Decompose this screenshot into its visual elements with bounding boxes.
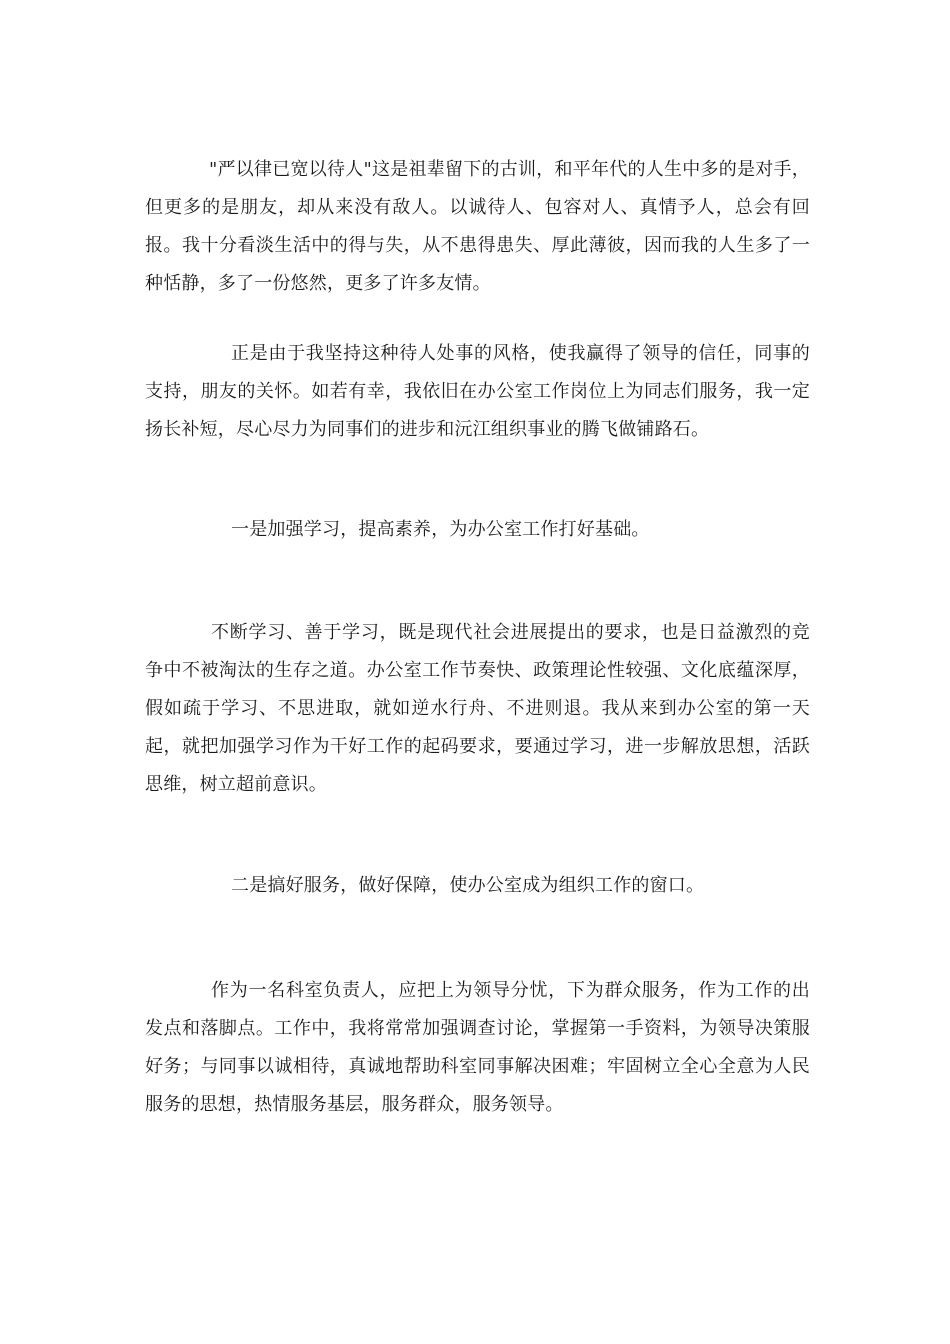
paragraph-working-style: 正是由于我坚持这种待人处事的风格，使我赢得了领导的信任，同事的支持，朋友的关怀。如若有幸，我依旧在办公室工作岗位上为同志们服务，我一定扬长补短，尽心尽力为同事们的进步和沅江组织事业的腾飞做铺路石。 bbox=[145, 343, 810, 440]
heading-good-service: 二是搞好服务，做好保障，使办公室成为组织工作的窗口。 bbox=[231, 875, 705, 896]
paragraph-treat-others: "严以律已宽以待人"这是祖辈留下的古训，和平年代的人生中多的是对手，但更多的是朋友，却从来没有敌人。以诚待人、包容对人、真情予人，总会有回报。我十分看淡生活中的得与失，从不患得患失、厚此薄彼，因而我的人生多了一种恬静，多了一份悠然，更多了许多友情。 bbox=[145, 159, 810, 294]
paragraph-section-chief: 作为一名科室负责人，应把上为领导分忧，下为群众服务，作为工作的出发点和落脚点。工作中，我将常常加强调查讨论，掌握第一手资料，为领导决策服好务；与同事以诚相待，真诚地帮助科室同事解决困难；牢固树立全心全意为人民服务的思想，热情服务基层，服务群众，服务领导。 bbox=[145, 980, 810, 1115]
heading-strengthen-learning: 一是加强学习，提高素养，为办公室工作打好基础。 bbox=[231, 519, 650, 540]
paragraph-continuous-learning: 不断学习、善于学习，既是现代社会进展提出的要求，也是日益激烈的竞争中不被淘汰的生存之道。办公室工作节奏快、政策理论性较强、文化底蕴深厚，假如疏于学习、不思进取，就如逆水行舟、不进则退。我从来到办公室的第一天起，就把加强学习作为干好工作的起码要求，要通过学习，进一步解放思想，活跃思维，树立超前意识。 bbox=[145, 622, 810, 795]
